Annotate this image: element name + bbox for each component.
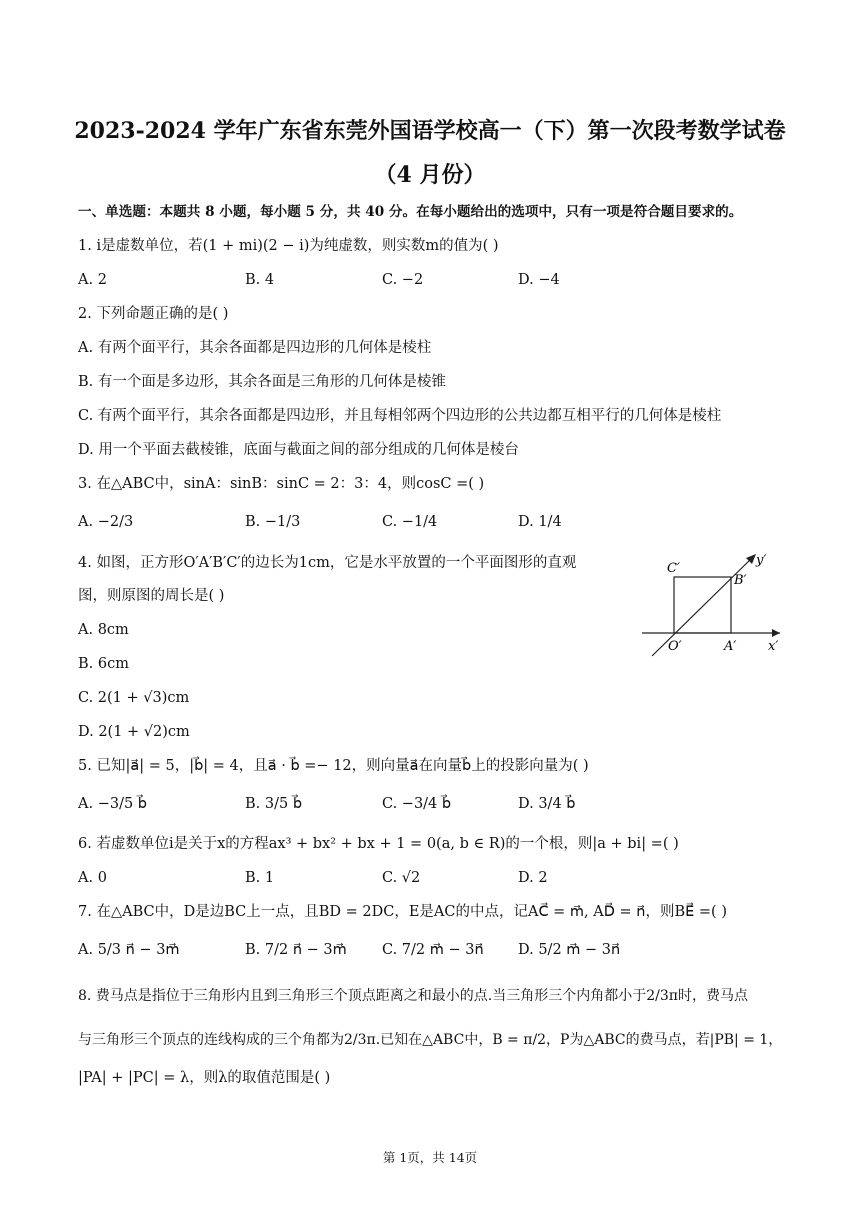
question-1-stem: 1. i是虚数单位，若(1 + mi)(2 − i)为纯虚数，则实数m的值为( ) (78, 238, 499, 254)
question-2-option-b[interactable]: B. 有一个面是多边形，其余各面是三角形的几何体是棱锥 (78, 374, 446, 390)
question-1-option-b[interactable]: B. 4 (245, 272, 275, 288)
x-axis-arrow (772, 629, 780, 637)
question-2-option-a[interactable]: A. 有两个面平行，其余各面都是四边形的几何体是棱柱 (78, 340, 432, 356)
question-7-option-c[interactable]: C. 7/2 m⃗ − 3n⃗ (382, 942, 484, 958)
label-y: y′ (756, 553, 767, 568)
square (674, 577, 731, 633)
question-6-option-b[interactable]: B. 1 (245, 870, 275, 886)
question-5-option-d[interactable]: D. 3/4 b⃗ (518, 796, 576, 812)
question-5-option-c[interactable]: C. −3/4 b⃗ (382, 796, 452, 812)
label-b: B′ (734, 573, 747, 588)
question-1-option-d[interactable]: D. −4 (518, 272, 560, 288)
question-8-stem-line2: 与三角形三个顶点的连线构成的三个角都为2/3π.已知在△ABC中，B = π/2，P为△ABC的费马点，若|PB| = 1， (78, 1032, 783, 1048)
question-4-option-c[interactable]: C. 2(1 + √3)cm (78, 690, 190, 706)
question-4-stem-line2: 图，则原图的周长是( ) (78, 588, 225, 604)
question-4-option-a[interactable]: A. 8cm (78, 622, 129, 638)
question-7-option-b[interactable]: B. 7/2 n⃗ − 3m⃗ (245, 942, 347, 958)
question-7-option-d[interactable]: D. 5/2 m⃗ − 3n⃗ (518, 942, 621, 958)
question-3-option-d[interactable]: D. 1/4 (518, 514, 562, 530)
question-6-option-d[interactable]: D. 2 (518, 870, 548, 886)
question-8-stem-line1: 8. 费马点是指位于三角形内且到三角形三个顶点距离之和最小的点.当三角形三个内角都小于2/3π时，费马点 (78, 988, 748, 1004)
label-x: x′ (768, 639, 779, 654)
label-a: A′ (724, 639, 737, 654)
section-heading: 一、单选题：本题共 8 小题，每小题 5 分，共 40 分。在每小题给出的选项中，只有一项是符合题目要求的。 (78, 204, 743, 220)
question-2-option-d[interactable]: D. 用一个平面去截棱锥，底面与截面之间的部分组成的几何体是棱台 (78, 442, 519, 458)
question-3-option-b[interactable]: B. −1/3 (245, 514, 301, 530)
question-6-stem: 6. 若虚数单位i是关于x的方程ax³ + bx² + bx + 1 = 0(a, b ∈ R)的一个根，则|a + bi| =( ) (78, 836, 679, 852)
oblique-square-figure (640, 548, 785, 660)
label-o: O′ (668, 639, 682, 654)
question-6-option-c[interactable]: C. √2 (382, 870, 421, 886)
page-footer: 第 1页，共 14页 (382, 1150, 478, 1165)
question-1-option-a[interactable]: A. 2 (78, 272, 107, 288)
question-4-option-d[interactable]: D. 2(1 + √2)cm (78, 724, 190, 740)
question-2-stem: 2. 下列命题正确的是( ) (78, 306, 229, 322)
question-7-stem: 7. 在△ABC中，D是边BC上一点，且BD = 2DC，E是AC的中点，记AC⃗ = m⃗, AD⃗ = n⃗，则BE⃗ =( ) (78, 904, 727, 920)
question-4-stem-line1: 4. 如图，正方形O′A′B′C′的边长为1cm，它是水平放置的一个平面图形的直观 (78, 555, 577, 571)
question-5-option-a[interactable]: A. −3/5 b⃗ (78, 796, 147, 812)
exam-title-line1: 2023-2024 学年广东省东莞外国语学校高一（下）第一次段考数学试卷 (74, 118, 786, 144)
question-3-option-a[interactable]: A. −2/3 (78, 514, 134, 530)
exam-title-line2: （4 月份） (374, 162, 486, 188)
question-3-option-c[interactable]: C. −1/4 (382, 514, 438, 530)
question-8-stem-line3: |PA| + |PC| = λ，则λ的取值范围是( ) (78, 1070, 331, 1086)
question-5-option-b[interactable]: B. 3/5 b⃗ (245, 796, 303, 812)
label-c: C′ (667, 561, 680, 576)
question-4-option-b[interactable]: B. 6cm (78, 656, 129, 672)
question-3-stem: 3. 在△ABC中，sinA：sinB：sinC = 2：3：4，则cosC =( ) (78, 476, 485, 492)
question-5-stem: 5. 已知|a⃗| = 5，|b⃗| = 4，且a⃗ · b⃗ =− 12，则向量a⃗在向量b⃗上的投影向量为( ) (78, 758, 589, 774)
question-6-option-a[interactable]: A. 0 (78, 870, 107, 886)
question-7-option-a[interactable]: A. 5/3 n⃗ − 3m⃗ (78, 942, 180, 958)
question-1-option-c[interactable]: C. −2 (382, 272, 424, 288)
question-2-option-c[interactable]: C. 有两个面平行，其余各面都是四边形，并且每相邻两个四边形的公共边都互相平行的几何体是棱柱 (78, 408, 722, 424)
